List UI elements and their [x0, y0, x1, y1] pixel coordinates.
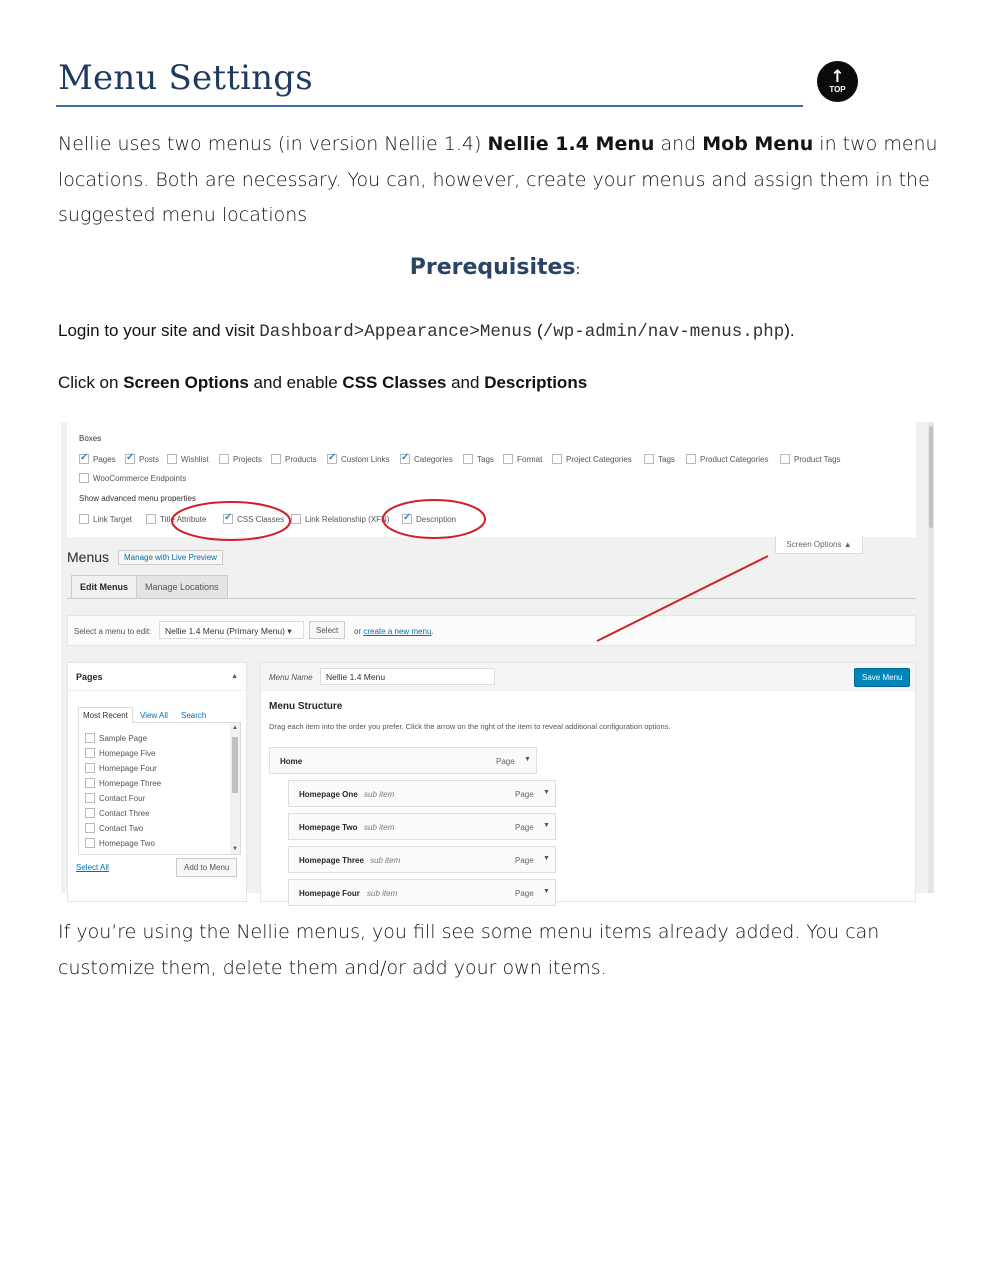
boxes-label: Boxes [79, 434, 102, 443]
checkbox-label: Format [517, 454, 543, 464]
list-item-label: Contact Two [99, 823, 144, 833]
prerequisites-text: Prerequisites [409, 255, 576, 280]
checkbox-label: Pages [93, 454, 116, 464]
page-title: Menu Settings [58, 58, 313, 98]
checkbox-checked-icon[interactable] [79, 454, 89, 464]
checkbox-icon[interactable] [85, 733, 95, 743]
create-menu-link[interactable]: create a new menu [363, 627, 432, 636]
list-item[interactable] [85, 763, 157, 773]
checkbox-title-attribute[interactable] [146, 514, 206, 524]
login-instruction [58, 321, 795, 342]
menu-item-name: Homepage Four [299, 889, 360, 898]
checkbox-projects[interactable] [219, 454, 262, 464]
checkbox-pages[interactable] [79, 454, 116, 464]
select-button[interactable]: Select [309, 621, 345, 639]
checkbox-icon[interactable] [503, 454, 513, 464]
menu-structure-panel [260, 662, 916, 902]
title-divider [56, 105, 803, 107]
menu-name-primary: Nellie 1.4 Menu [487, 133, 655, 155]
login-text: ( [532, 321, 543, 340]
list-item[interactable] [85, 793, 145, 803]
checkbox-icon[interactable] [85, 748, 95, 758]
menu-item-sub: sub item [364, 823, 395, 832]
checkbox-link-relationship[interactable] [291, 514, 389, 524]
checkbox-woocommerce-endpoints[interactable] [79, 473, 186, 483]
screen-options-panel [67, 422, 916, 537]
checkbox-icon[interactable] [552, 454, 562, 464]
admin-url: /wp-admin/nav-menus.php [542, 322, 785, 342]
pages-list [78, 723, 241, 855]
select-menu-label: Select a menu to edit: [74, 627, 152, 636]
select-all-link[interactable]: Select All [76, 863, 109, 872]
menu-name-input[interactable]: Nellie 1.4 Menu [320, 668, 495, 685]
checkbox-label: Products [285, 454, 317, 464]
menu-item-sub: sub item [364, 790, 395, 799]
list-item-label: Contact Four [99, 793, 146, 803]
arrow-up-icon: ↑ [830, 66, 845, 87]
checkbox-wishlist[interactable] [167, 454, 209, 464]
checkbox-icon[interactable] [85, 793, 95, 803]
checkbox-icon[interactable] [146, 514, 156, 524]
checkbox-categories[interactable] [400, 454, 453, 464]
menu-item-type: Page [515, 856, 534, 865]
chevron-down-icon[interactable]: ▼ [543, 822, 550, 829]
pages-panel-title: Pages [76, 672, 103, 682]
tab-search[interactable]: Search [181, 711, 207, 720]
checkbox-label: Tags [658, 454, 675, 464]
menu-name-label: Menu Name [269, 673, 313, 682]
list-item-label: Contact Three [99, 808, 150, 818]
tab-view-all[interactable]: View All [140, 711, 168, 720]
menu-item-homepage-four[interactable] [288, 879, 556, 906]
checkbox-label: Title Attribute [160, 514, 207, 524]
checkbox-label: CSS Classes [237, 514, 285, 524]
tab-most-recent[interactable]: Most Recent [78, 707, 133, 724]
checkbox-posts[interactable] [125, 454, 159, 464]
menu-item-sub: sub item [367, 889, 398, 898]
checkbox-icon[interactable] [271, 454, 281, 464]
menu-item-name: Homepage Two [299, 823, 358, 832]
intro-text: Nellie uses two menus (in version Nellie 1.4) [58, 133, 488, 155]
checkbox-tags-2[interactable] [644, 454, 675, 464]
checkbox-icon[interactable] [79, 514, 89, 524]
tab-manage-locations[interactable]: Manage Locations [136, 575, 228, 598]
list-item-label: Sample Page [99, 733, 148, 743]
menu-item-homepage-three[interactable] [288, 846, 556, 873]
checkbox-label: Description [416, 514, 457, 524]
checkbox-checked-icon[interactable] [223, 514, 233, 524]
checkbox-icon[interactable] [644, 454, 654, 464]
checkbox-icon[interactable] [167, 454, 177, 464]
menu-item-name: Home [280, 757, 303, 766]
checkbox-icon[interactable] [463, 454, 473, 464]
checkbox-icon[interactable] [686, 454, 696, 464]
advanced-properties-label: Show advanced menu properties [79, 494, 196, 503]
intro-text: in two menu locations. Both are necessary. You can, however, create your menus and assign them in the suggested menu locations [58, 133, 938, 226]
checkbox-label: WooCommerce Endpoints [93, 473, 187, 483]
checkbox-format[interactable] [503, 454, 542, 464]
menu-item-type: Page [515, 790, 534, 799]
create-menu-text [354, 627, 434, 636]
pages-tabs [78, 709, 241, 723]
list-item-label: Homepage Two [99, 838, 155, 848]
click-text: Click on [58, 373, 124, 392]
checkbox-label: Posts [139, 454, 160, 464]
menu-item-type: Page [515, 823, 534, 832]
checkbox-label: Link Relationship (XFN) [305, 514, 390, 524]
menu-select-bar [67, 615, 916, 646]
checkbox-label: Project Categories [566, 454, 632, 464]
outro-paragraph: If you’re using the Nellie menus, you fill see some menu items already added. You can customize them, delete them and/or add your own items. [58, 921, 880, 979]
menu-name-bar [261, 663, 915, 691]
menus-screenshot [61, 422, 934, 898]
top-label: TOP [829, 84, 846, 94]
menu-item-homepage-two[interactable] [288, 813, 556, 840]
checkbox-icon[interactable] [291, 514, 301, 524]
checkbox-label: Product Tags [794, 454, 841, 464]
checkbox-icon[interactable] [85, 763, 95, 773]
screen-options-toggle[interactable]: Screen Options ▲ [775, 536, 863, 554]
list-scrollbar[interactable] [230, 723, 240, 854]
checkbox-product-categories[interactable] [686, 454, 768, 464]
checkbox-description[interactable] [402, 514, 456, 524]
back-to-top-button[interactable] [817, 61, 858, 102]
create-menu-suffix: . [431, 627, 434, 636]
click-text: and enable [248, 373, 343, 392]
menu-select-dropdown[interactable]: Nellie 1.4 Menu (Primary Menu) ▾ [159, 621, 304, 639]
checkbox-checked-icon[interactable] [125, 454, 135, 464]
menu-item-type: Page [515, 889, 534, 898]
checkbox-icon[interactable] [780, 454, 790, 464]
checkbox-checked-icon[interactable] [327, 454, 337, 464]
list-item[interactable] [85, 838, 155, 848]
intro-text: and [654, 133, 703, 155]
menu-item-homepage-one[interactable] [288, 780, 556, 807]
checkbox-label: Categories [414, 454, 453, 464]
chevron-down-icon[interactable]: ▼ [524, 756, 531, 763]
pages-panel-header[interactable] [68, 663, 246, 691]
login-text: ). [784, 321, 795, 340]
checkbox-label: Tags [477, 454, 494, 464]
menu-item-home[interactable] [269, 747, 537, 774]
list-item[interactable] [85, 748, 155, 758]
list-item[interactable] [85, 778, 161, 788]
menu-name-mobile: Mob Menu [702, 133, 814, 155]
menus-heading: Menus [67, 549, 110, 565]
prerequisites-heading [0, 255, 990, 280]
checkbox-products[interactable] [271, 454, 317, 464]
screenshot-scrollbar[interactable] [928, 422, 934, 893]
checkbox-custom-links[interactable] [327, 454, 389, 464]
intro-paragraph [58, 127, 938, 234]
login-text: Login to your site and visit [58, 321, 260, 340]
menu-structure-heading: Menu Structure [269, 701, 343, 712]
save-menu-button[interactable]: Save Menu [854, 668, 910, 687]
checkbox-icon[interactable] [85, 778, 95, 788]
checkbox-css-classes[interactable] [223, 514, 284, 524]
admin-path: Dashboard>Appearance>Menus [259, 322, 533, 342]
screen-options-term: Screen Options [123, 373, 249, 392]
checkbox-tags[interactable] [463, 454, 494, 464]
list-item[interactable] [85, 823, 143, 833]
list-item-label: Homepage Five [99, 748, 156, 758]
chevron-down-icon[interactable]: ▼ [543, 789, 550, 796]
add-to-menu-button[interactable]: Add to Menu [176, 858, 237, 877]
chevron-down-icon[interactable]: ▼ [543, 855, 550, 862]
chevron-down-icon[interactable]: ▼ [543, 888, 550, 895]
checkbox-label: Custom Links [341, 454, 390, 464]
prerequisites-colon: : [575, 262, 581, 278]
pages-panel [67, 662, 247, 902]
menu-item-type: Page [496, 757, 515, 766]
checkbox-project-categories[interactable] [552, 454, 632, 464]
checkbox-checked-icon[interactable] [400, 454, 410, 464]
checkbox-icon[interactable] [85, 823, 95, 833]
checkbox-label: Projects [233, 454, 262, 464]
list-item[interactable] [85, 733, 147, 743]
checkbox-label: Product Categories [700, 454, 769, 464]
descriptions-term: Descriptions [484, 373, 588, 392]
menu-item-name: Homepage Three [299, 856, 364, 865]
checkbox-link-target[interactable] [79, 514, 132, 524]
checkbox-checked-icon[interactable] [402, 514, 412, 524]
tab-edit-menus[interactable]: Edit Menus [71, 575, 137, 598]
scroll-down-icon[interactable]: ▼ [232, 846, 238, 852]
checkbox-icon[interactable] [85, 838, 95, 848]
checkbox-label: Link Target [93, 514, 132, 524]
menu-item-sub: sub item [370, 856, 401, 865]
menu-structure-description: Drag each item into the order you prefer. Click the arrow on the right of the item to reveal additional configuration options. [269, 722, 671, 731]
list-item-label: Homepage Three [99, 778, 162, 788]
css-classes-term: CSS Classes [342, 373, 447, 392]
click-instruction [58, 373, 587, 393]
live-preview-button[interactable]: Manage with Live Preview [118, 550, 223, 565]
scroll-up-icon[interactable]: ▲ [232, 725, 238, 731]
click-text: and [446, 373, 485, 392]
tabs-divider [67, 598, 916, 599]
checkbox-product-tags[interactable] [780, 454, 841, 464]
or-text: or [354, 627, 362, 636]
list-item[interactable] [85, 808, 150, 818]
checkbox-icon[interactable] [79, 473, 89, 483]
menu-item-name: Homepage One [299, 790, 358, 799]
checkbox-icon[interactable] [85, 808, 95, 818]
list-item-label: Homepage Four [99, 763, 157, 773]
checkbox-label: Wishlist [181, 454, 209, 464]
caret-up-icon[interactable]: ▲ [231, 673, 238, 680]
checkbox-icon[interactable] [219, 454, 229, 464]
